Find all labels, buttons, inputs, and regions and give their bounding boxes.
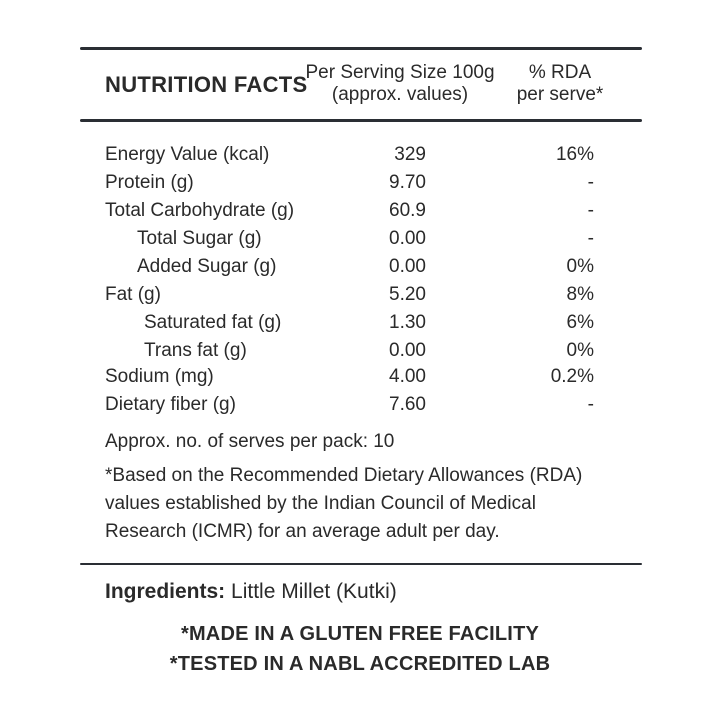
nutrient-label: Added Sugar (g) [137,256,277,277]
nutrient-rda: 6% [566,312,594,333]
nutrient-row-energy [0,141,720,169]
nutrient-rda: - [587,394,594,415]
nutrient-rda: - [587,200,594,221]
nutrient-row-trans-fat [0,337,720,365]
nutrient-row-dietary-fiber [0,391,720,419]
ingredients-value: Little Millet (Kutki) [231,580,397,603]
nutrient-value: 0.00 [389,228,426,249]
serving-size-line1: Per Serving Size 100g [305,62,495,83]
nutrient-label: Total Sugar (g) [137,228,262,249]
nutrient-value: 7.60 [389,394,426,415]
nutrient-value: 4.00 [389,366,426,387]
nutrient-row-fat [0,281,720,309]
nutrient-row-added-sugar [0,253,720,281]
serving-size-line2: (approx. values) [331,84,469,105]
header-rule [80,119,642,122]
serves-per-pack: Approx. no. of serves per pack: 10 [105,431,395,452]
nutrient-rda: 0% [566,340,594,361]
nutrient-value: 0.00 [389,256,426,277]
nutrient-value: 9.70 [389,172,426,193]
nutrient-rda: 16% [555,144,594,165]
rda-footnote [105,462,645,546]
nutrient-row-protein [0,169,720,197]
footer-rule [80,563,642,565]
nutrient-value: 60.9 [389,200,426,221]
footnote-line2: values established by the Indian Council of Medical [105,493,536,514]
gluten-free-notice: *MADE IN A GLUTEN FREE FACILITY [180,623,540,645]
nutrient-label: Total Carbohydrate (g) [105,200,295,221]
nutrient-value: 1.30 [389,312,426,333]
nabl-lab-notice: *TESTED IN A NABL ACCREDITED LAB [169,653,551,675]
ingredients-label: Ingredients: [105,580,226,603]
nutrient-value: 5.20 [389,284,426,305]
nutrient-row-total-sugar [0,225,720,253]
footnote-line3: Research (ICMR) for an average adult per day. [105,521,500,542]
nutrient-value: 0.00 [389,340,426,361]
nutrient-rda: 0.2% [550,366,594,387]
rda-line1: % RDA [528,62,592,83]
nutrient-label: Fat (g) [105,284,161,305]
nutrient-label: Trans fat (g) [144,340,247,361]
nutrient-row-carbohydrate [0,197,720,225]
nutrient-row-saturated-fat [0,309,720,337]
nutrient-label: Energy Value (kcal) [105,144,270,165]
nutrient-label: Dietary fiber (g) [105,394,236,415]
nutrient-value: 329 [394,144,426,165]
rda-header [505,62,615,106]
nutrient-rda: 0% [566,256,594,277]
ingredients-line [105,577,397,607]
top-rule [80,47,642,50]
nutrition-title: NUTRITION FACTS [105,72,308,97]
nutrient-rda: - [587,172,594,193]
nutrient-label: Sodium (mg) [105,366,214,387]
rda-line2: per serve* [516,84,604,105]
nutrient-row-sodium [0,363,720,391]
footnote-line1: *Based on the Recommended Dietary Allowances (RDA) [105,465,583,486]
nutrient-label: Saturated fat (g) [144,312,282,333]
nutrient-rda: - [587,228,594,249]
nutrient-rda: 8% [566,284,594,305]
serving-size-header [300,62,500,106]
nutrient-label: Protein (g) [105,172,194,193]
